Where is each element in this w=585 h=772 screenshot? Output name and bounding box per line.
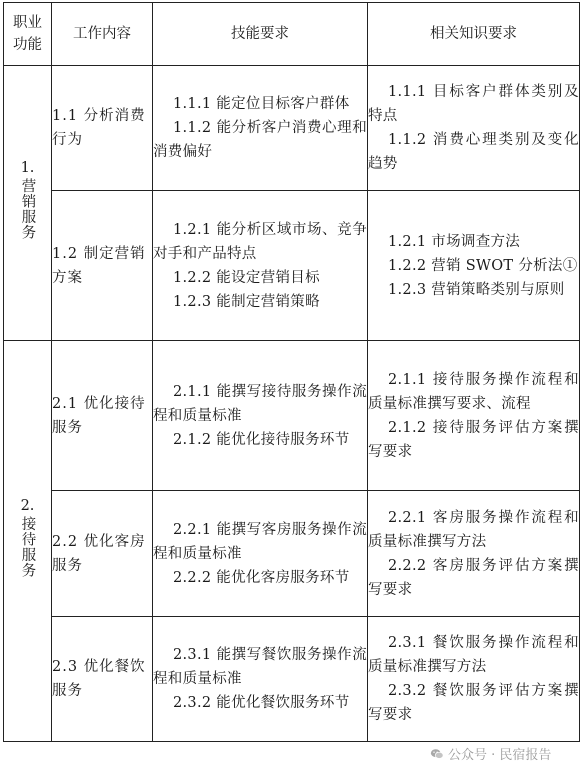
skill-item: 1.2.2 能设定营销目标 (173, 269, 320, 286)
skill-item: 1.2.3 能制定营销策略 (173, 293, 320, 310)
header-content: 工作内容 (52, 3, 153, 66)
skills-cell (153, 66, 368, 191)
knowledge-cell (368, 341, 580, 491)
knowledge-item: 1.1.1 目标客户群体类别及特点 (368, 84, 579, 124)
work-content-cell: 1.1 分析消费行为 (52, 66, 153, 191)
skill-item: 1.2.1 能分析区域市场、竞争对手和产品特点 (153, 221, 367, 262)
work-content-cell: 2.1 优化接待服务 (52, 341, 153, 491)
table-row (4, 341, 580, 491)
function-cell-reception (4, 341, 52, 742)
knowledge-item: 2.3.1 餐饮服务操作流程和质量标准撰写方法 (368, 635, 579, 675)
function-name: 接待服务 (19, 516, 36, 578)
skill-item: 2.2.2 能优化客房服务环节 (173, 569, 350, 586)
watermark-text: 公众号 · 民宿报告 (448, 748, 552, 763)
skill-item: 2.3.2 能优化餐饮服务环节 (173, 695, 350, 711)
header-skills: 技能要求 (153, 3, 368, 66)
table-header-row (4, 3, 580, 66)
knowledge-item: 2.2.1 客房服务操作流程和质量标准撰写方法 (368, 509, 579, 550)
skill-standard-table (3, 2, 580, 742)
watermark (430, 744, 551, 763)
table-row (4, 617, 580, 742)
knowledge-item: 2.1.2 接待服务评估方案撰写要求 (368, 419, 579, 460)
skills-cell (153, 491, 368, 617)
table-row (4, 491, 580, 617)
skill-item: 2.3.1 能撰写餐饮服务操作流程和质量标准 (153, 647, 367, 687)
wechat-icon (430, 747, 444, 761)
knowledge-item: 1.2.2 营销 SWOT 分析法① (388, 257, 578, 274)
knowledge-item: 2.2.2 客房服务评估方案撰写要求 (368, 557, 579, 598)
function-number: 1. (20, 160, 35, 176)
header-knowledge: 相关知识要求 (368, 3, 580, 66)
knowledge-cell (368, 491, 580, 617)
knowledge-item: 1.2.3 营销策略类别与原则 (388, 281, 565, 298)
skill-item: 2.2.1 能撰写客房服务操作流程和质量标准 (153, 521, 367, 562)
function-cell-marketing (4, 66, 52, 341)
work-content-cell: 2.3 优化餐饮服务 (52, 617, 153, 742)
knowledge-item: 2.1.1 接待服务操作流程和质量标准撰写要求、流程 (368, 371, 579, 412)
work-content-cell: 1.2 制定营销方案 (52, 191, 153, 341)
table-row (4, 191, 580, 341)
header-function (4, 3, 52, 66)
knowledge-item: 1.1.2 消费心理类别及变化趋势 (368, 132, 579, 172)
skill-item: 1.1.2 能分析客户消费心理和消费偏好 (153, 120, 367, 160)
skills-cell (153, 341, 368, 491)
skills-cell (153, 617, 368, 742)
skills-cell (153, 191, 368, 341)
skill-item: 2.1.2 能优化接待服务环节 (173, 431, 350, 448)
knowledge-cell (368, 191, 580, 341)
knowledge-cell (368, 617, 580, 742)
function-number: 2. (20, 498, 35, 514)
knowledge-item: 1.2.1 市场调查方法 (388, 233, 521, 250)
skill-item: 1.1.1 能定位目标客户群体 (173, 96, 350, 112)
function-name: 营销服务 (19, 178, 36, 240)
table-row (4, 66, 580, 191)
header-function-label: 职业功能 (13, 15, 42, 53)
work-content-cell: 2.2 优化客房服务 (52, 491, 153, 617)
skill-item: 2.1.1 能撰写接待服务操作流程和质量标准 (153, 383, 367, 424)
knowledge-cell (368, 66, 580, 191)
knowledge-item: 2.3.2 餐饮服务评估方案撰写要求 (368, 683, 579, 723)
